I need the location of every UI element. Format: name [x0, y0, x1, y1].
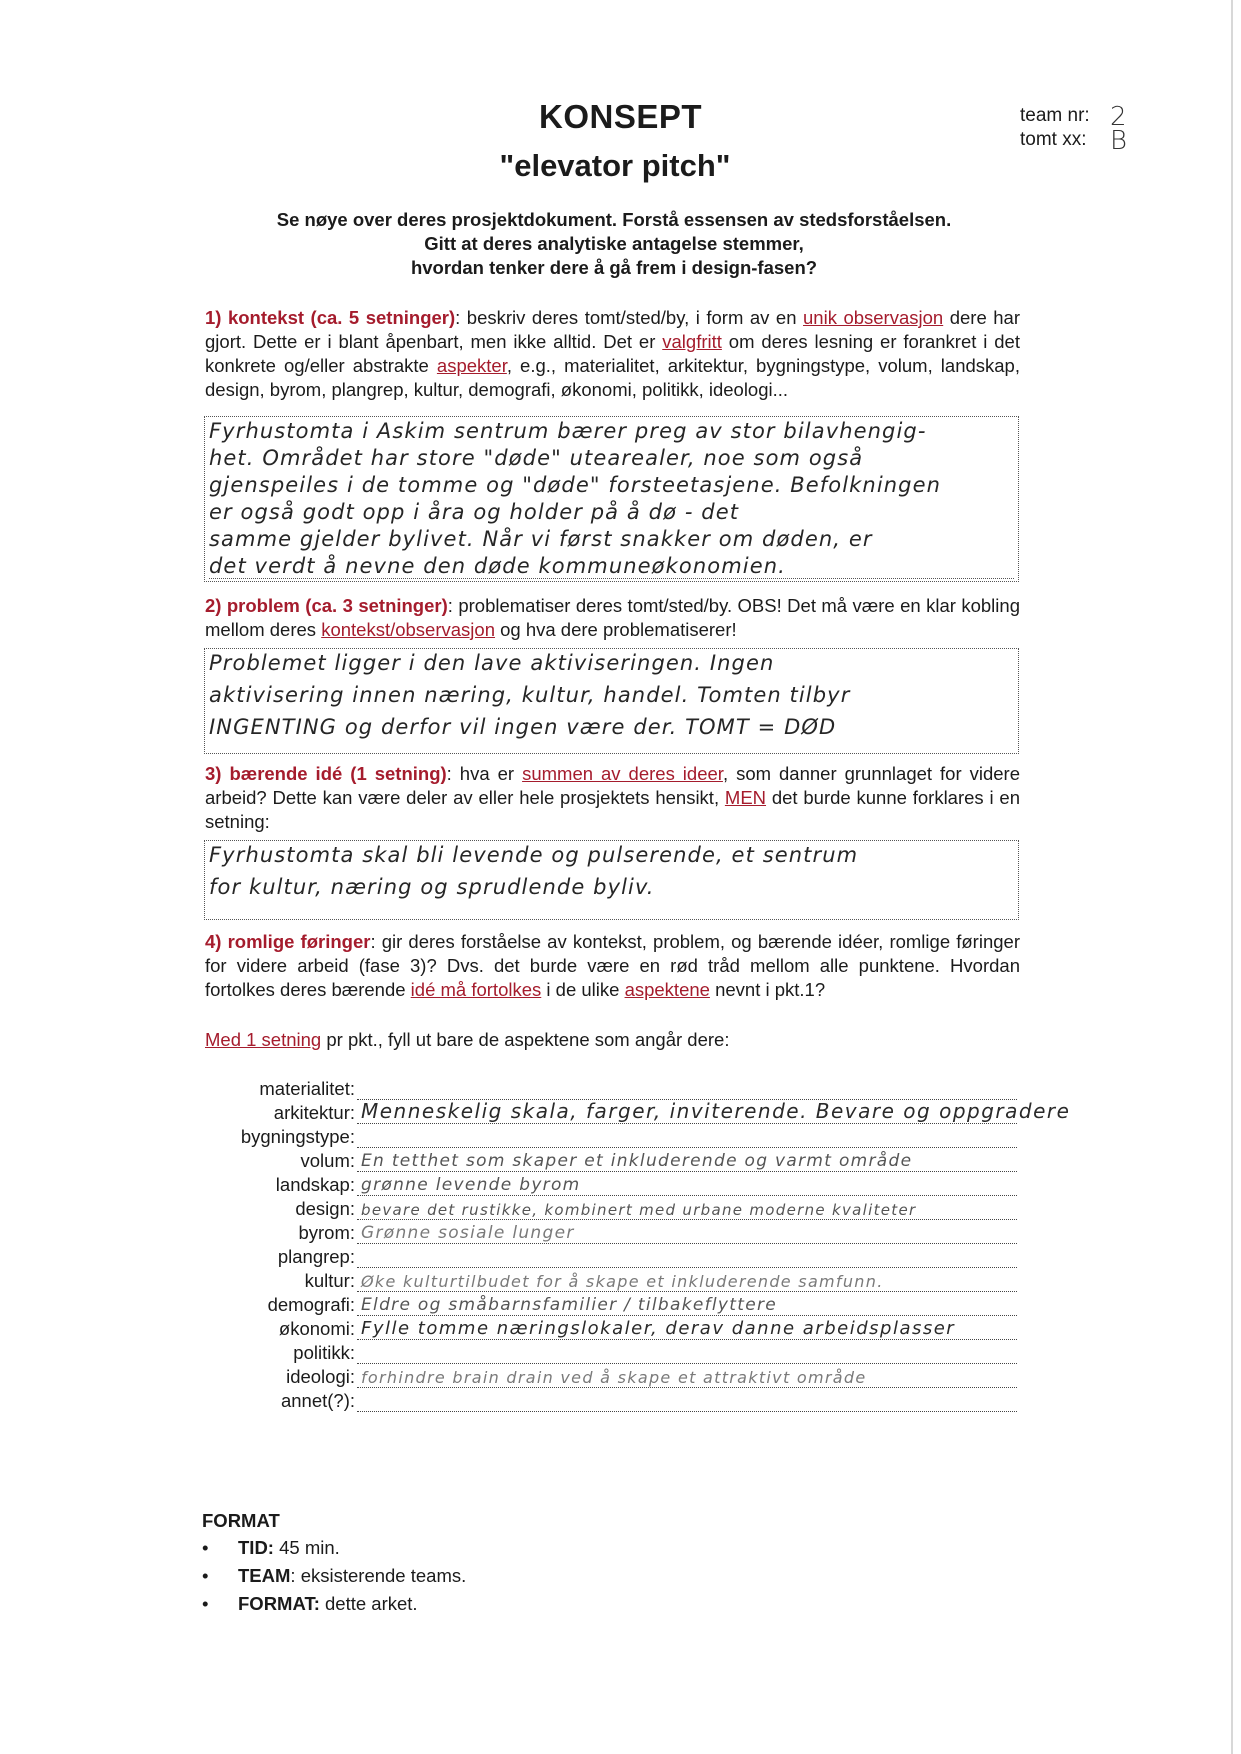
aspect-label: materialitet: — [259, 1078, 355, 1099]
aspect-row — [200, 1196, 1030, 1220]
aspect-label: volum: — [300, 1150, 355, 1171]
aspect-row — [200, 1099, 1071, 1124]
highlight-term: summen av deres ideer — [522, 763, 723, 784]
aspect-label: design: — [295, 1198, 355, 1219]
aspect-row — [200, 1124, 1030, 1148]
handwritten-line: Problemet ligger i den lave aktiviseringen. Ingen — [209, 651, 775, 675]
format-heading: FORMAT — [202, 1510, 280, 1531]
aspect-answer-line — [357, 1177, 1017, 1196]
aspects-list — [200, 1076, 1071, 1412]
aspect-label: bygningstype: — [240, 1126, 355, 1147]
idea-answer-box — [204, 840, 1019, 920]
aspect-value: Fylle tomme næringslokaler, derav danne arbeidsplasser — [361, 1318, 956, 1339]
team-number-value: 2 — [1110, 102, 1127, 132]
aspect-value: En tetthet som skaper et inkluderende og varmt område — [361, 1151, 913, 1171]
team-number-row — [1020, 102, 1127, 132]
aspect-label: kultur: — [304, 1270, 355, 1291]
section-problem-prompt: 2) problem (ca. 3 setninger): problematiser deres tomt/sted/by. OBS! Det må være en klar kobling mellom deres kontekst/observasjon og hva dere problematiserer! — [205, 595, 1020, 640]
team-info — [1020, 102, 1128, 156]
intro-line: Gitt at deres analytiske antagelse stemmer, — [424, 233, 804, 254]
aspect-value: Eldre og småbarnsfamilier / tilbakeflyttere — [361, 1295, 778, 1315]
aspect-label: plangrep: — [277, 1246, 355, 1267]
section-idea-prompt: 3) bærende idé (1 setning): hva er summen av deres ideer, som danner grunnlaget for videre arbeid? Dette kan være deler av eller hele prosjektets hensikt, MEN det burde kunne forklares i en setning: — [205, 763, 1021, 832]
aspect-answer-line — [357, 1201, 1017, 1220]
aspect-row — [200, 1148, 1030, 1172]
aspect-row — [200, 1316, 1030, 1340]
format-item — [202, 1562, 466, 1590]
format-item-text: : eksisterende teams. — [290, 1565, 467, 1586]
problem-answer-box — [204, 648, 1019, 754]
handwritten-line: for kultur, næring og sprudlende byliv. — [209, 875, 655, 899]
highlight-term: idé må fortolkes — [410, 979, 542, 1000]
aspect-label: politikk: — [293, 1342, 355, 1363]
aspect-value: Grønne sosiale lunger — [361, 1223, 575, 1243]
tomt-value: B — [1110, 126, 1128, 156]
aspect-answer-line — [357, 1129, 1017, 1148]
section-heading: 2) problem (ca. 3 setninger) — [205, 595, 448, 616]
aspect-row — [200, 1268, 1030, 1292]
page-title: KONSEPT — [538, 98, 703, 135]
format-item-key: TEAM — [238, 1565, 291, 1586]
aspect-label: ideologi: — [286, 1366, 355, 1387]
section-heading: 3) bærende idé (1 setning) — [205, 763, 447, 784]
aspect-answer-line — [357, 1318, 1017, 1340]
handwritten-line: gjenspeiles i de tomme og "døde" forsteetasjene. Befolkningen — [209, 473, 942, 497]
aspect-label: økonomi: — [278, 1318, 355, 1339]
highlight-term: aspektene — [624, 979, 710, 1000]
highlight-term: kontekst/observasjon — [321, 619, 495, 640]
section-kontekst-prompt: 1) kontekst (ca. 5 setninger): beskriv deres tomt/sted/by, i form av en unik observasjon dere har gjort. Dette er i blant åpenbart, men ikke alltid. Det er valgfritt om deres lesning er forankret i det konkrete og/eller abstrakte aspekter, e.g., materialitet, arkitektur, bygningstype, volum, landskap, design, byrom, plangrep, kultur, demografi, økonomi, politikk, ideologi... — [205, 307, 1020, 400]
aspect-value: forhindre brain drain ved å skape et attraktivt område — [361, 1368, 867, 1387]
highlight-term: unik observasjon — [803, 307, 944, 328]
tomt-row — [1020, 126, 1128, 156]
handwritten-line: aktivisering innen næring, kultur, handel. Tomten tilbyr — [209, 683, 851, 707]
tomt-label: tomt xx: — [1020, 129, 1087, 150]
aspect-row — [200, 1364, 1030, 1388]
aspect-answer-line — [357, 1249, 1017, 1268]
aspect-answer-line — [357, 1153, 1017, 1172]
aspect-answer-line — [357, 1081, 1017, 1100]
aspect-row — [200, 1388, 1030, 1412]
aspect-answer-line — [357, 1345, 1017, 1364]
aspect-label: annet(?): — [280, 1390, 355, 1411]
aspect-row — [200, 1220, 1030, 1244]
highlight-term: valgfritt — [662, 331, 722, 352]
aspect-answer-line — [357, 1393, 1017, 1412]
aspect-value: grønne levende byrom — [361, 1175, 581, 1195]
format-item-text: dette arket. — [319, 1593, 418, 1614]
aspect-row — [200, 1244, 1030, 1268]
kontekst-answer-box — [204, 416, 1019, 582]
handwritten-line: Fyrhustomta i Askim sentrum bærer preg av stor bilavhengig- — [209, 419, 927, 443]
aspect-value: Menneskelig skala, farger, inviterende. Bevare og oppgradere — [361, 1099, 1071, 1123]
handwritten-line: det verdt å nevne den døde kommuneøkonomien. — [209, 554, 1014, 579]
highlight-term: Med 1 setning — [205, 1029, 322, 1050]
format-item — [202, 1534, 466, 1562]
format-list — [202, 1534, 466, 1618]
handwritten-line: Fyrhustomta skal bli levende og pulserende, et sentrum — [209, 843, 859, 867]
aspect-answer-line — [357, 1369, 1017, 1388]
aspect-row — [200, 1172, 1030, 1196]
handwritten-line: het. Området har store "døde" utearealer, noe som også — [209, 446, 864, 470]
intro-line: hvordan tenker dere å gå frem i design-fasen? — [410, 257, 818, 278]
aspect-answer-line — [357, 1225, 1017, 1244]
aspect-value: bevare det rustikke, kombinert med urbane moderne kvaliteter — [361, 1201, 917, 1219]
aspect-value: Øke kulturtilbudet for å skape et inkluderende samfunn. — [361, 1272, 884, 1291]
handwritten-line: samme gjelder bylivet. Når vi først snakker om døden, er — [209, 527, 873, 551]
format-item-text: 45 min. — [273, 1537, 340, 1558]
aspect-answer-line — [357, 1273, 1017, 1292]
highlight-term: aspekter — [436, 355, 507, 376]
scan-edge — [1231, 0, 1233, 1754]
aspects-instruction: Med 1 setning pr pkt., fyll ut bare de aspektene som angår dere: — [205, 1029, 730, 1050]
page-subtitle: "elevator pitch" — [499, 148, 731, 183]
format-item — [202, 1590, 466, 1618]
format-item-key: TID: — [238, 1537, 274, 1558]
intro-text — [0, 208, 1228, 280]
aspect-row — [200, 1076, 1030, 1100]
handwritten-line: INGENTING og derfor vil ingen være der. TOMT = DØD — [209, 715, 837, 739]
section-heading: 1) kontekst (ca. 5 setninger) — [205, 307, 456, 328]
aspect-row — [200, 1340, 1030, 1364]
aspect-label: arkitektur: — [273, 1102, 355, 1123]
aspect-label: byrom: — [298, 1222, 355, 1243]
section-heading: 4) romlige føringer — [205, 931, 371, 952]
handwritten-line: er også godt opp i åra og holder på å dø - det — [209, 500, 740, 524]
team-number-label: team nr: — [1020, 105, 1090, 126]
format-item-key: FORMAT: — [238, 1593, 320, 1614]
intro-line: Se nøye over deres prosjektdokument. Forstå essensen av stedsforståelsen. — [276, 209, 952, 230]
aspect-label: landskap: — [275, 1174, 355, 1195]
aspect-answer-line — [357, 1297, 1017, 1316]
aspect-row — [200, 1292, 1030, 1316]
aspect-answer-line — [357, 1099, 1071, 1124]
highlight-term: MEN — [724, 787, 767, 808]
section-romlige-prompt: 4) romlige føringer: gir deres forståelse av kontekst, problem, og bærende idéer, romlige føringer for videre arbeid (fase 3)? Dvs. det burde være en rød tråd mellom alle punktene. Hvordan fortolkes deres bærende idé må fortolkes i de ulike aspektene nevnt i pkt.1? — [205, 931, 1020, 1000]
aspect-label: demografi: — [267, 1294, 355, 1315]
